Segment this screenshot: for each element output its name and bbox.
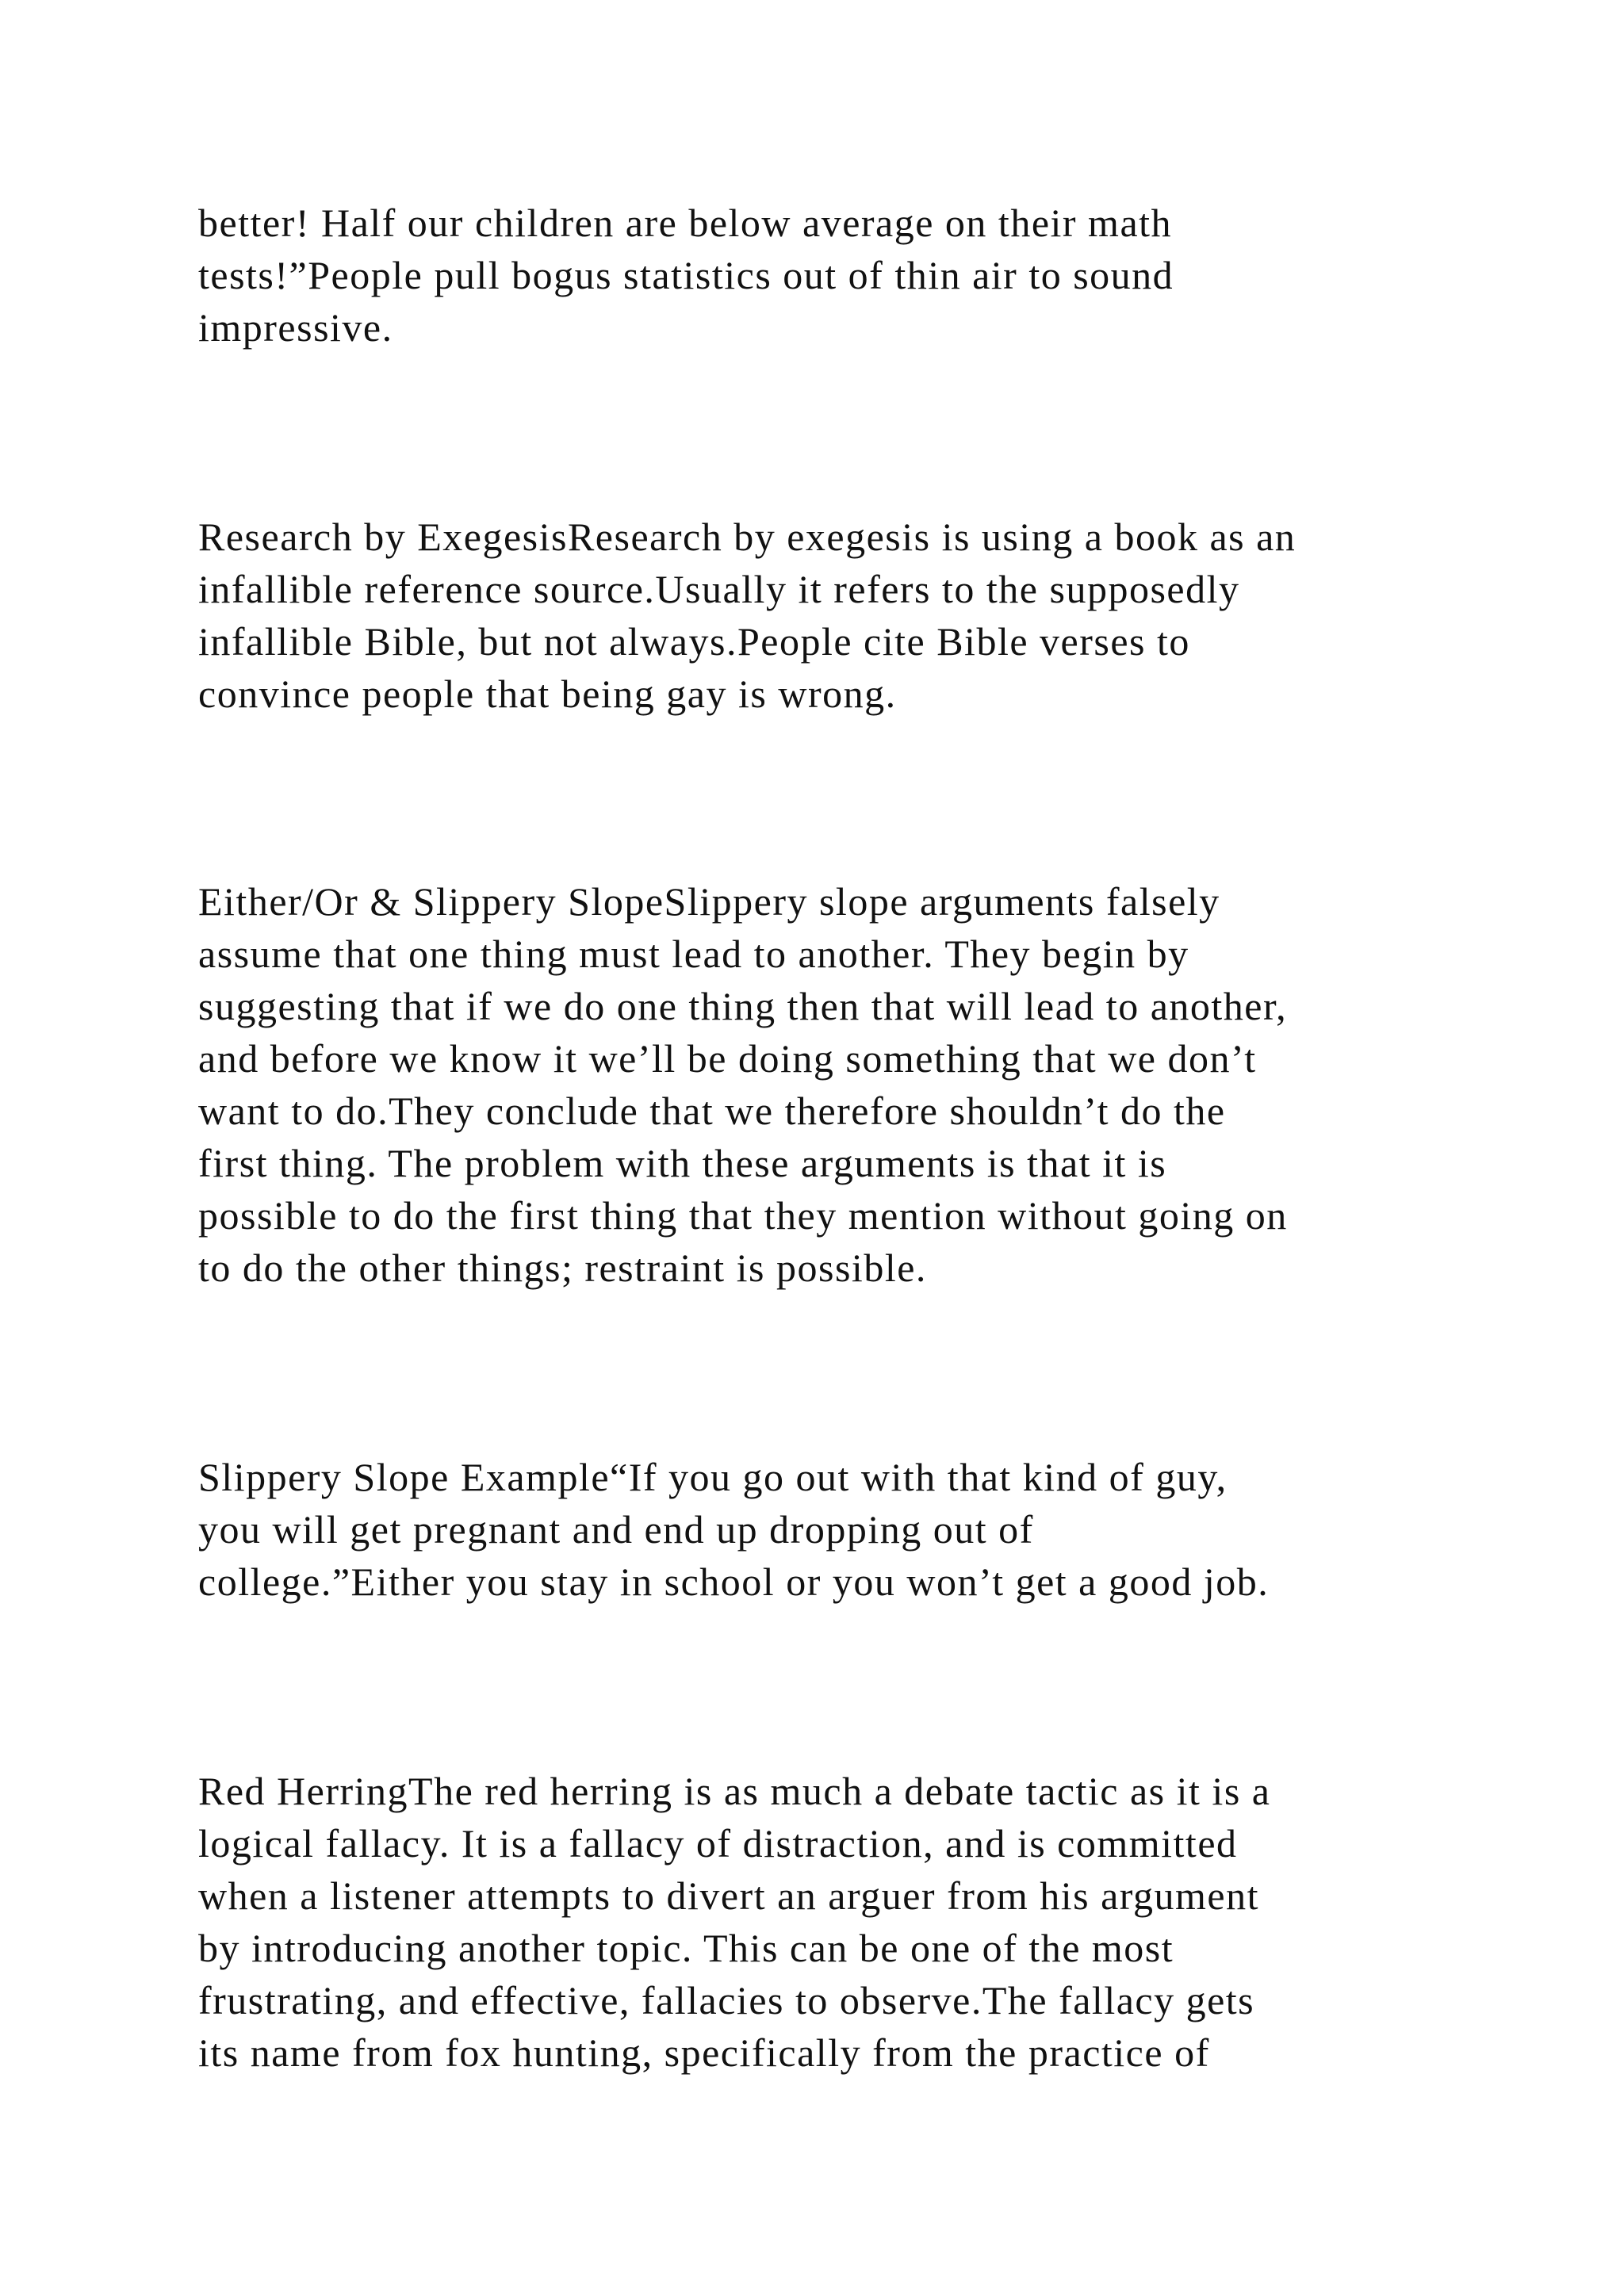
text-line: convince people that being gay is wrong.: [198, 672, 897, 716]
text-line: assume that one thing must lead to another. They begin by: [198, 932, 1189, 976]
text-line: infallible Bible, but not always.People cite Bible verses to: [198, 619, 1190, 664]
text-line: its name from fox hunting, specifically from the practice of: [198, 2030, 1210, 2075]
paragraph-red-herring: [198, 1765, 1499, 2079]
text-line: logical fallacy. It is a fallacy of distraction, and is committed: [198, 1821, 1238, 1866]
text-line: when a listener attempts to divert an arguer from his argument: [198, 1873, 1260, 1918]
text-line: you will get pregnant and end up dropping out of: [198, 1507, 1034, 1552]
text-line: Slippery Slope Example“If you go out with that kind of guy,: [198, 1455, 1228, 1499]
text-line: first thing. The problem with these arguments is that it is: [198, 1141, 1167, 1185]
text-line: tests!”People pull bogus statistics out of thin air to sound: [198, 253, 1174, 297]
text-line: better! Half our children are below average on their math: [198, 201, 1173, 245]
text-line: impressive.: [198, 305, 393, 350]
paragraph-slippery-slope: [198, 875, 1499, 1294]
text-line: Red HerringThe red herring is as much a debate tactic as it is a: [198, 1769, 1271, 1813]
paragraph-slippery-slope-example: [198, 1451, 1499, 1608]
text-line: college.”Either you stay in school or you won’t get a good job.: [198, 1559, 1270, 1604]
text-line: by introducing another topic. This can be one of the most: [198, 1926, 1174, 1970]
paragraph-research-by-exegesis: [198, 511, 1499, 720]
text-line: to do the other things; restraint is possible.: [198, 1246, 927, 1290]
paragraph-statistics: [198, 197, 1499, 354]
text-line: possible to do the first thing that they mention without going on: [198, 1193, 1288, 1238]
text-line: want to do.They conclude that we therefore shouldn’t do the: [198, 1089, 1226, 1133]
text-line: Either/Or & Slippery SlopeSlippery slope arguments falsely: [198, 879, 1220, 924]
text-line: Research by ExegesisResearch by exegesis is using a book as an: [198, 515, 1297, 559]
text-line: infallible reference source.Usually it refers to the supposedly: [198, 567, 1240, 611]
text-line: and before we know it we’ll be doing something that we don’t: [198, 1036, 1257, 1081]
text-line: suggesting that if we do one thing then that will lead to another,: [198, 984, 1288, 1028]
text-line: frustrating, and effective, fallacies to observe.The fallacy gets: [198, 1978, 1255, 2022]
